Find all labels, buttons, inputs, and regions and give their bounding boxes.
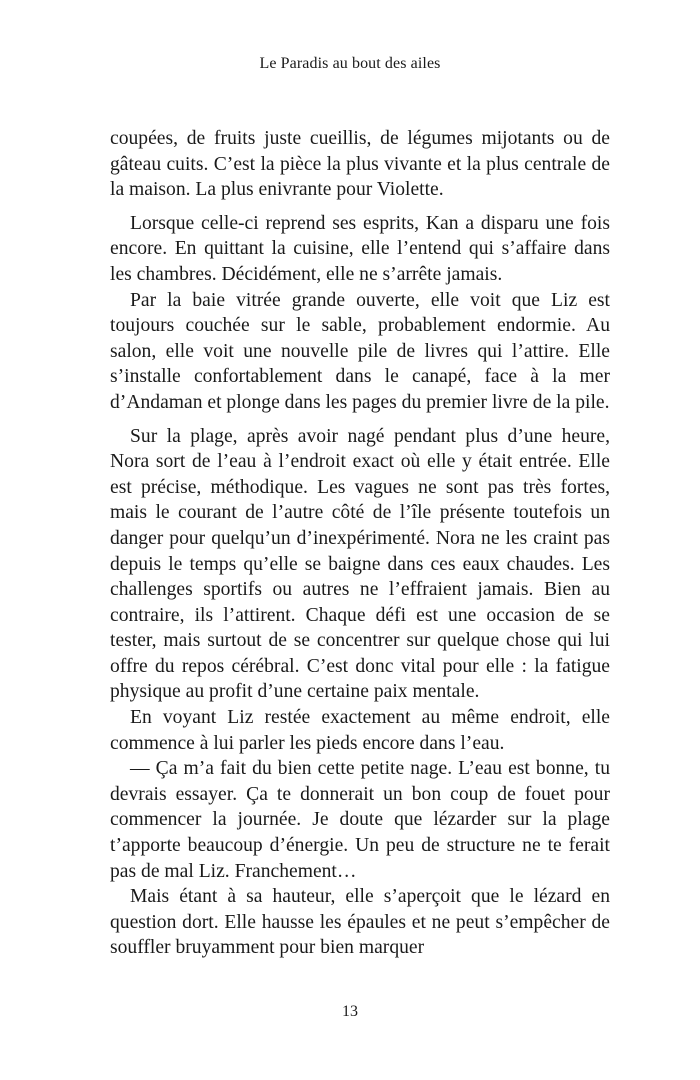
page-body-text (110, 126, 610, 961)
paragraph: Lorsque celle-ci reprend ses esprits, Kan a disparu une fois encore. En quittant la cuisine, elle l’entend qui s’affaire dans les chambres. Décidément, elle ne s’arrête jamais. (110, 212, 610, 285)
running-header: Le Paradis au bout des ailes (259, 55, 441, 72)
paragraph: Par la baie vitrée grande ouverte, elle voit que Liz est toujours couchée sur le sable, probablement endormie. Au salon, elle voit une nouvelle pile de livres qui l’attire. Elle s’installe confortablement dans le canapé, face à la mer d’Andaman et plonge dans les pages du premier livre de la pile. (110, 289, 610, 413)
dialogue-paragraph: — Ça m’a fait du bien cette petite nage. L’eau est bonne, tu devrais essayer. Ça te donnerait un bon coup de fouet pour commencer la journée. Je doute que lézarder sur la plage t’apporte beaucoup d’énergie. Un peu de structure ne te ferait pas de mal Liz. Franchement… (110, 758, 610, 882)
paragraph: Sur la plage, après avoir nagé pendant plus d’une heure, Nora sort de l’eau à l’endroit exact où elle y était entrée. Elle est précise, méthodique. Les vagues ne sont pas très fortes, mais le courant de l’autre côté de l’île présente toutefois un danger pour quelqu’un d’inexpérimenté. Nora ne les craint pas depuis le temps qu’elle se baigne dans ces eaux chaudes. Les challenges sportifs ou autres ne l’effraient jamais. Bien au contraire, ils l’attirent. Chaque défi est une occasion de se tester, mais surtout de se concentrer sur quelque chose qui lui offre du repos cérébral. C’est donc vital pour elle : la fatigue physique au profit d’une certaine paix mentale. (110, 425, 610, 703)
paragraph: En voyant Liz restée exactement au même endroit, elle commence à lui parler les pieds encore dans l’eau. (110, 707, 610, 754)
paragraph-continuation: coupées, de fruits juste cueillis, de légumes mijotants ou de gâteau cuits. C’est la pièce la plus vivante et la plus centrale de la maison. La plus enivrante pour Violette. (110, 128, 610, 201)
paragraph: Mais étant à sa hauteur, elle s’aperçoit que le lézard en question dort. Elle hausse les épaules et ne peut s’empêcher de souffler bruyamment pour bien marquer (110, 886, 610, 959)
page-number: 13 (342, 1003, 358, 1020)
